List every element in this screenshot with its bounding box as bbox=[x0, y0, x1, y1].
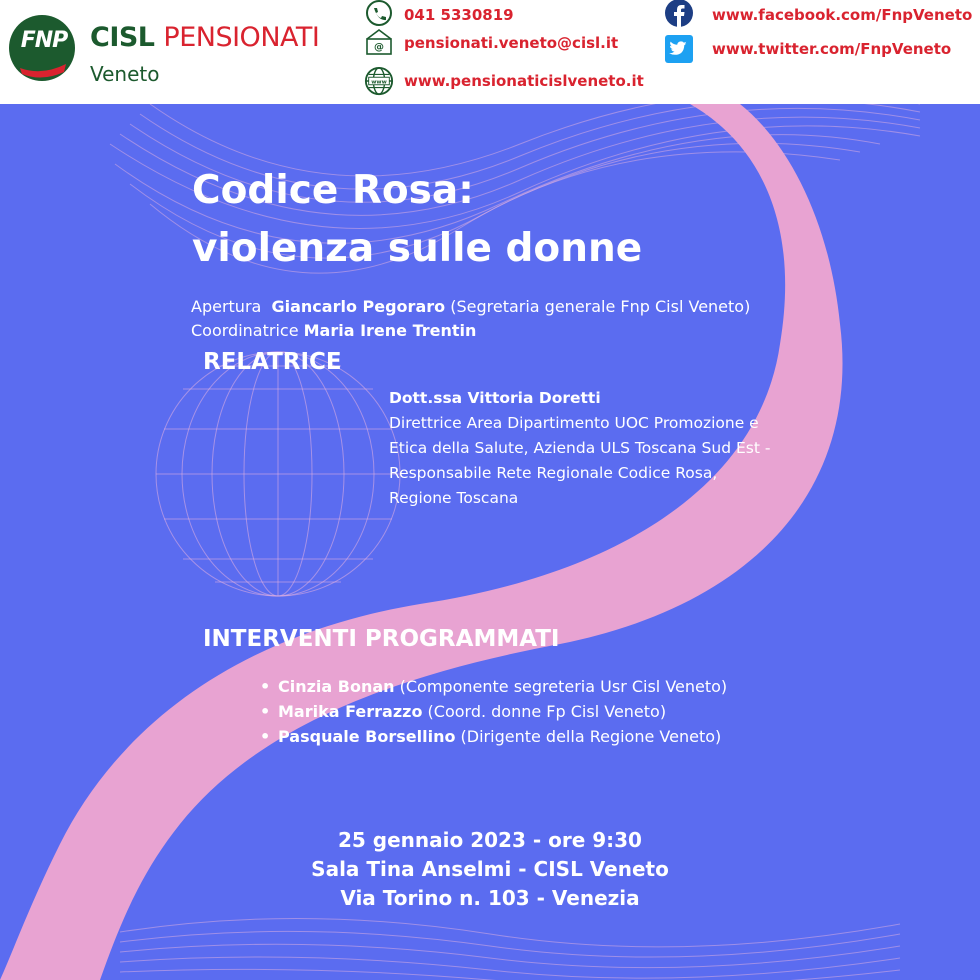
twitter-icon bbox=[664, 34, 694, 64]
facebook-icon bbox=[664, 0, 694, 30]
website-contact[interactable] bbox=[364, 66, 644, 96]
phone-number: 041 5330819 bbox=[404, 6, 514, 24]
brand-red-text: PENSIONATI bbox=[163, 22, 320, 53]
list-item bbox=[258, 674, 727, 699]
coordinator-label: Coordinatrice bbox=[191, 321, 299, 340]
relatrice-line-4: Regione Toscana bbox=[389, 489, 519, 507]
relatrice-name: Dott.ssa Vittoria Doretti bbox=[389, 389, 601, 407]
opening-name: Giancarlo Pegoraro bbox=[271, 297, 446, 316]
relatrice-block bbox=[389, 386, 770, 511]
svg-text:www: www bbox=[371, 79, 387, 86]
globe-icon bbox=[364, 66, 394, 96]
globe-graphic bbox=[156, 352, 400, 596]
relatrice-line-1: Direttrice Area Dipartimento UOC Promozione e bbox=[389, 414, 759, 432]
email-address: pensionati.veneto@cisl.it bbox=[404, 34, 619, 52]
event-address: Via Torino n. 103 - Venezia bbox=[340, 886, 640, 910]
title-line-2: violenza sulle donne bbox=[192, 226, 643, 271]
relatrice-line-3: Responsabile Rete Regionale Codice Rosa, bbox=[389, 464, 718, 482]
header bbox=[0, 0, 980, 104]
facebook-contact[interactable] bbox=[664, 0, 972, 30]
brand-region: Veneto bbox=[90, 62, 160, 86]
relatrice-line-2: Etica della Salute, Azienda ULS Toscana Sud Est - bbox=[389, 439, 771, 457]
list-item bbox=[258, 699, 727, 724]
brand-green-text: CISL bbox=[90, 22, 155, 53]
title-line-1: Codice Rosa: bbox=[192, 168, 474, 213]
event-title bbox=[192, 162, 642, 278]
logo-mark-text: FNP bbox=[20, 28, 68, 53]
speaker-role: (Componente segreteria Usr Cisl Veneto) bbox=[399, 677, 728, 696]
brand-name bbox=[90, 22, 319, 53]
interventi-list bbox=[258, 674, 727, 749]
opening-label: Apertura bbox=[191, 297, 262, 316]
speaker-name: Marika Ferrazzo bbox=[278, 702, 423, 721]
event-date: 25 gennaio 2023 - ore 9:30 bbox=[338, 828, 642, 852]
coordinator-name: Maria Irene Trentin bbox=[303, 321, 477, 340]
svg-text:@: @ bbox=[374, 42, 384, 53]
facebook-url: www.facebook.com/FnpVeneto bbox=[712, 6, 973, 24]
speaker-name: Pasquale Borsellino bbox=[278, 727, 456, 746]
email-contact[interactable] bbox=[364, 28, 618, 58]
list-item bbox=[258, 724, 727, 749]
email-icon bbox=[364, 28, 394, 58]
coordinator-line bbox=[191, 321, 476, 340]
speaker-name: Cinzia Bonan bbox=[278, 677, 395, 696]
relatrice-heading: RELATRICE bbox=[203, 349, 342, 375]
website-url: www.pensionaticislveneto.it bbox=[404, 72, 644, 90]
speaker-role: (Coord. donne Fp Cisl Veneto) bbox=[427, 702, 667, 721]
interventi-heading: INTERVENTI PROGRAMMATI bbox=[203, 626, 560, 652]
phone-contact[interactable] bbox=[364, 0, 514, 30]
event-details bbox=[0, 826, 980, 913]
event-venue: Sala Tina Anselmi - CISL Veneto bbox=[311, 857, 669, 881]
twitter-contact[interactable] bbox=[664, 34, 951, 64]
opening-line bbox=[191, 297, 750, 316]
twitter-url: www.twitter.com/FnpVeneto bbox=[712, 40, 952, 58]
opening-role: (Segretaria generale Fnp Cisl Veneto) bbox=[450, 297, 751, 316]
speaker-role: (Dirigente della Regione Veneto) bbox=[460, 727, 722, 746]
phone-icon bbox=[364, 0, 394, 30]
